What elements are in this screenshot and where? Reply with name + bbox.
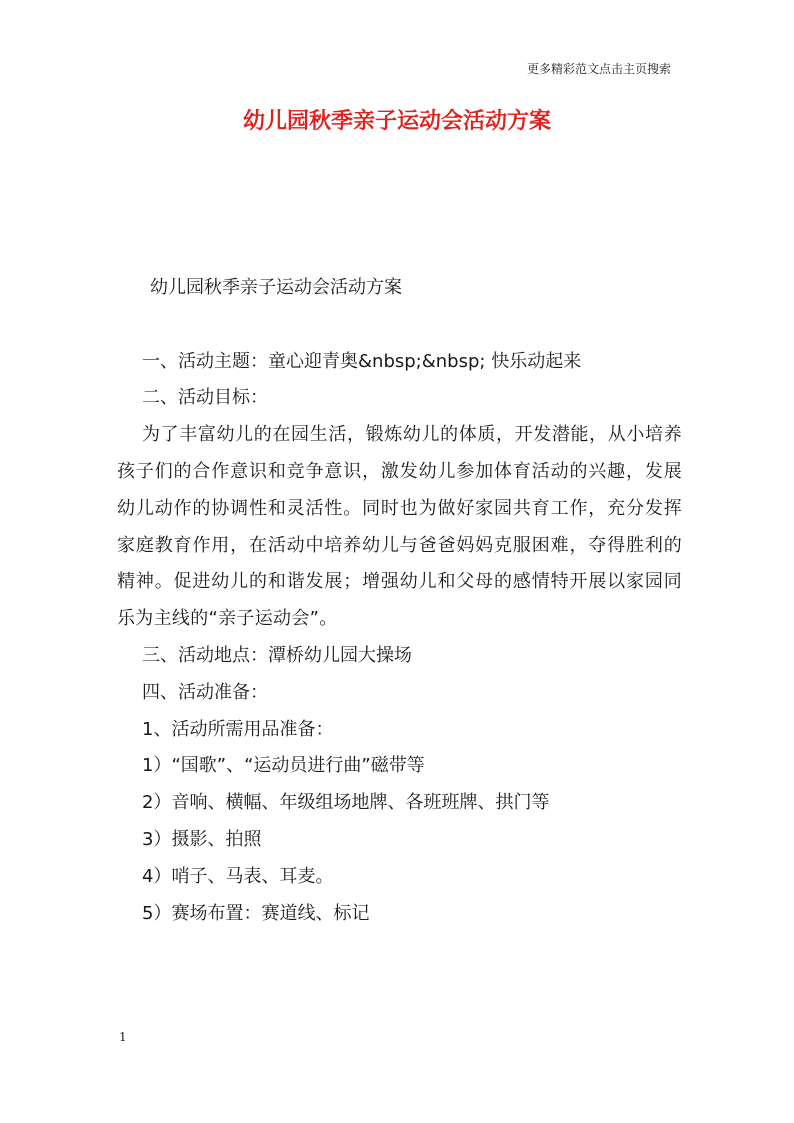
page-number: 1 [119, 1030, 127, 1044]
goal-paragraph: 为了丰富幼儿的在园生活，锻炼幼儿的体质，开发潜能，从小培养孩子们的合作意识和竞争意识，激发幼儿参加体育活动的兴趣，发展幼儿动作的协调性和灵活性。同时也为做好家园共育工作，充分发挥家庭教育作用，在活动中培养幼儿与爸爸妈妈克服困难，夺得胜利的精神。促进幼儿的和谐发展；增强幼儿和父母的感情特开展以家园同乐为主线的“亲子运动会”。 [117, 424, 682, 630]
preparation-item: 3）摄影、拍照 [142, 828, 262, 850]
preparation-heading: 四、活动准备： [142, 681, 268, 703]
preparation-item: 2）音响、横幅、年级组场地牌、各班班牌、拱门等 [142, 792, 550, 814]
activity-theme: 一、活动主题：童心迎青奥&nbsp;&nbsp; 快乐动起来 [142, 350, 582, 372]
activity-location: 三、活动地点：潭桥幼儿园大操场 [142, 644, 412, 666]
goal-heading: 二、活动目标： [142, 387, 268, 409]
header-note: 更多精彩范文点击主页搜索 [526, 62, 671, 76]
blank-line [117, 307, 682, 344]
preparation-subheading: 1、活动所需用品准备： [142, 718, 334, 740]
preparation-item: 1）“国歌”、“运动员进行曲”磁带等 [142, 755, 425, 777]
preparation-item: 4）哨子、马表、耳麦。 [142, 865, 334, 887]
document-body [117, 270, 682, 932]
document-title: 幼儿园秋季亲子运动会活动方案 [242, 109, 551, 134]
document-subtitle: 幼儿园秋季亲子运动会活动方案 [150, 277, 402, 298]
preparation-item: 5）赛场布置：赛道线、标记 [142, 902, 370, 924]
